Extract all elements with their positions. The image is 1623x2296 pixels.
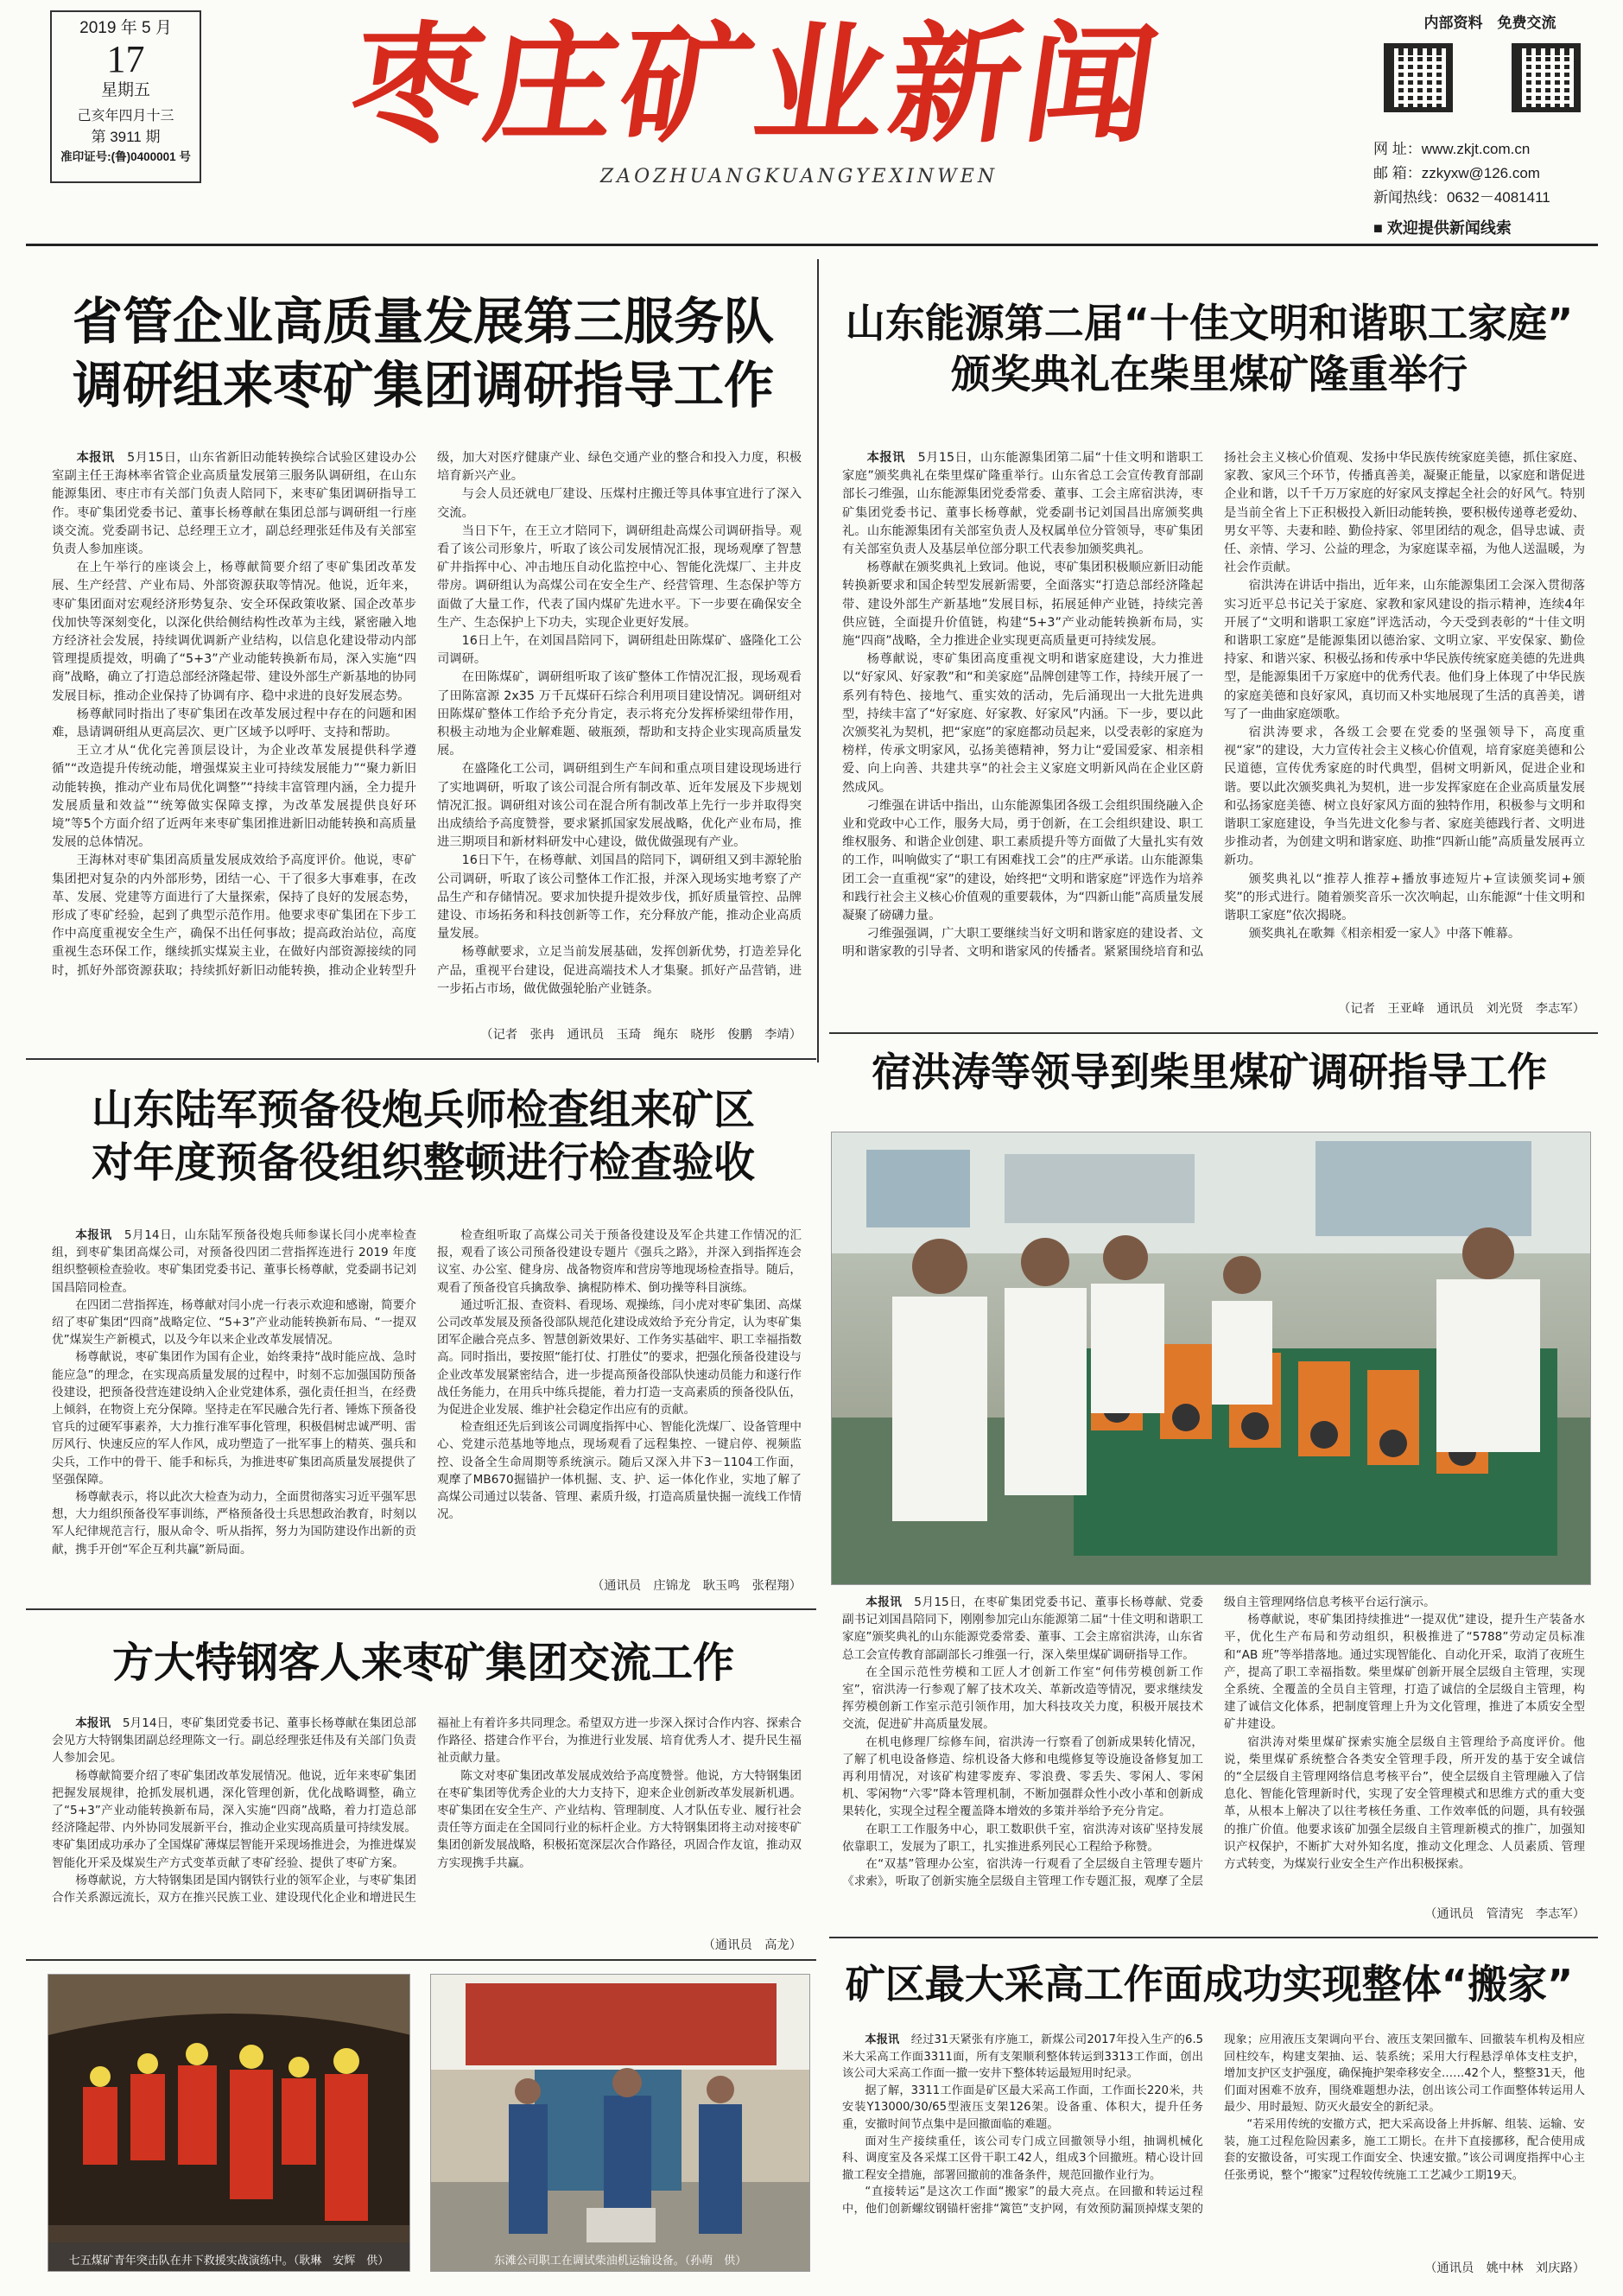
welcome-tips: ■ 欢迎提供新闻线索 — [1373, 219, 1512, 237]
website: 网 址：www.zkjt.com.cn — [1373, 141, 1531, 157]
date-year-month: 2019 年 5 月 — [79, 19, 172, 37]
article-2-body: 本报讯 5月15日，山东能源集团第二届“十佳文明和谐职工家庭”颁奖典礼在柴里煤矿隆重举行。山东省总工会宣传教育部副部长刁维强，山东能源集团党委常委、董事、工会主席宿洪涛，枣矿集团党委书记、董事长杨尊献，党委副书记刘国昌出席颁奖典礼。山东能源集团有关部室负责人及权属单位分管领导，枣矿集团有关部室负责人及基层单位部分职工代表参加颁奖典礼。 杨尊献在颁奖典礼上致词。他说，枣矿集团积极顺应新旧动能转换新要求和国企转型发展新需要，全面落实“打造总部经济隆起带、建设外部生产新基地”发展目标，拓展延伸产业链，持续完善供应链，全面提升价值链，构建“5+3”产业动能转换新布局，实施“四商”战略，全力推进企业实现更高质量更可持续发展。 杨尊献说，枣矿集团高度重视文明和谐家庭建设，大力推进以“好家风、好家教”和“和美家庭”品牌创建等工作，持续开展了一系列有特色、接地气、重实效的活动，先后涌现出一大批先进典型，持续丰富了“好家庭、好家教、好家风”内涵。下一步，要以此次颁奖礼为契机，把“家庭”的家庭都动员起来，以受表彰的家庭为榜样，传承文明家风，弘扬美德精神，努力让“爱国爱家、相亲相爱、向上向善、共建共享”的社会主义家庭文明新风尚在企业区蔚然成风。 刁维强在讲话中指出，山东能源集团各级工会组织围绕融入企业和党政中心工作，服务大局，勇于创新，在工会组织建设、职工维权服务、和谐企业创建、职工素质提升等方面做了大量扎实有效的工作，叫响做实了“职工有困难找工会”的庄严承诺。山东能源集团工会一直重视“家”的建设，始终把“文明和谐家庭”评选作为培养和践行社会主义核心价值观的重要载体，为“四新山能”高质量发展凝聚了磅礴力量。 刁维强强调，广大职工要继续当好文明和谐家庭的建设者、文明和谐家教的引导者、文明和谐家风的传播者。紧紧围绕培育和弘扬社会主义核心价值观、发扬中华民族传统家庭美德，抓住家庭、家教、家风三个环节，传播真善美，凝聚正能量，以家庭和谐促进企业和谐，以千千万万家庭的好家风支撑起全社会的好风气。特别是当前全省上下正积极投入新旧动能转换，要积极传递尊老爱幼、男女平等、夫妻和睦、勤俭持家、邻里团结的观念，倡导忠诚、责任、亲情、学习、公益的理念，为家庭谋幸福，为他人送温暖，为社会作贡献。 宿洪涛在讲话中指出，近年来，山东能源集团工会深入贯彻落实习近平总书记关于家庭、家教和家风建设的指示精神，连续4年开展了“文明和谐职工家庭”评选活动，今天受到表彰的“十佳文明和谐职工家庭”是能源集团以德治家、文明立家、平安保家、勤俭持家、和谐兴家、积极弘扬和传承中华民族传统家庭美德的先进典型，是能源集团千万家庭中的优秀代表。他们身上体现了中华民族的家庭美德和良好家风，真切而又朴实地展现了生活的真善美，谱写了一曲曲家庭颂歌。 宿洪涛要求，各级工会要在党委的坚强领导下，高度重视“家”的建设，大力宣传社会主义核心价值观，培育家庭美德和公民道德，宣传优秀家庭的时代典型，倡树文明新风，促进企业和谐。要以此次颁奖典礼为契机，进一步发挥家庭在企业高质量发展和弘扬家庭美德、树立良好家风方面的独特作用，积极参与文明和谐职工家庭建设，争当先进文化参与者、家庭美德践行者、文明进步推动者，为创建文明和谐家庭、助推“四新山能”高质量发展再立新功。 颁奖典礼以“推荐人推荐+播放事迹短片+宣读颁奖词+颁奖”的形式进行。随着颁奖音乐一次次响起，山东能源“十佳文明和谐职工家庭”依次揭晓。 颁奖典礼在歌舞《相亲相爱一家人》中落下帷幕。 — [842, 451, 1585, 960]
lead-label: 本报讯 — [865, 2033, 900, 2046]
mine-rescue-photo — [48, 1974, 410, 2272]
article-6-body: 本报讯 经过31天紧张有序施工，新煤公司2017年投入生产的6.5米大采高工作面3311面，所有支架顺利整体转运到3313工作面，创出该公司大采高工作面一撤一安井下整体转运最短用时纪录。 据了解，3311工作面是矿区最大采高工作面，工作面长220米，共安装Y13000/30/65型液压支架126架。设备重、体积大，提升任务重，安撤时间节点集中是回撤面临的难题。 面对生产接续重任，该公司专门成立回撤领导小组，抽调机械化科、调度室及各采煤工区骨干职工42人，组成3个回撤班。精心设计回撤工程安全措施，部署回撤前的准备条件，规范回撤作业行为。 “直接转运”是这次工作面“搬家”的最大亮点。在回撤和转运过程中，他们创新螺纹钢锚杆密排“篱笆”支护网，有效预防漏顶掉煤支架的现象；应用液压支架调向平台、液压支架回撤车、回撤装车机构及相应回柱绞车，构建支架抽、运、装系统；采用大行程悬浮单体支柱支护，增加支护区支护强度，确保掩护架牵移安全……42个人，整整31天，他们面对困难不放弃，围绕难题想办法，创出该公司工作面整体转运用人最少、用时最短、防灭火最安全的新纪录。 “若采用传统的安撤方式，把大采高设备上井拆解、组装、运输、安装，施工过程危险因素多，施工工期长。在井下直接挪移，配合使用成套的安撤设备，可实现工作面安全、快速安撤。”该公司调度指挥中心主任张勇说，整个“搬家”过程较传统施工工艺减少工期19天。 — [842, 2033, 1585, 2216]
article-4-body: 本报讯 5月15日，在枣矿集团党委书记、董事长杨尊献、党委副书记刘国昌陪同下，刚刚参加完山东能源第二届“十佳文明和谐职工家庭”颁奖典礼的山东能源党委常委、董事、工会主席宿洪涛，山东省总工会宣传教育部副部长刁维强一行，深入柴里煤矿调研指导工作。 在全国示范性劳模和工匠人才创新工作室“何伟劳模创新工作室”，宿洪涛一行参观了解了技术攻关、革新改造等情况，要求继续发挥劳模创新工作室示范引领作用，加大科技攻关力度，积极开展技术交流，促进矿井高质量发展。 在机电修理厂综修车间，宿洪涛一行察看了创新成果转化情况，了解了机电设备修造、综机设备大修和电缆修复等设施设备修复加工再利用情况，对该矿构建零废弃、零浪费、零丢失、零闲人、零闲机、零闲物“六零”降本管理机制，不断加强群众性小改小革和创新成果转化，实现全过程全覆盖降本增效的多策并举给予充分肯定。 在职工工作服务中心，职工数职供千室，宿洪涛对该矿坚持发展依靠职工，发展为了职工，扎实推进系列民心工程给予称赞。 在“双基”管理办公室，宿洪涛一行观看了全层级自主管理专题片《求索》，听取了创新实施全层级自主管理工作专题汇报，观摩了全层级自主管理网络信息考核平台运行演示。 杨尊献说，枣矿集团持续推进“一提双优”建设，提升生产装备水平，优化生产布局和劳动组织，积极推进了“5788”劳动定员标准和“AB 班”等举措落地。通过实现智能化、自动化开采，取消了夜班生产，提高了职工幸福指数。柴里煤矿创新开展全层级自主管理，实现全系统、全覆盖的全员自主管理，打造了诚信的全层级自主管理，构建了诚信文化体系，把制度管理上升为文化管理，推进了本质安全型矿井建设。 宿洪涛对柴里煤矿探索实施全层级自主管理给予高度评价。他说，柴里煤矿系统整合各类安全管理手段，所开发的基于安全诚信的“全层级自主管理网络信息考核平台”，使全层级自主管理融入了信息化、智能化管理新时代，实现了安全管理模式和思维方式的重大变革，从根本上解决了以往考核任务重、工作效率低的问题，具有较强的推广价值。他要求该矿加强全层级自主管理新模式的推广，加强知识产权保护，不断扩大对外知名度，推动文化理念、人员素质、管理方式转变，为煤炭行业安全生产作出积极探索。 — [842, 1595, 1585, 1889]
headline-line: 省管企业高质量发展第三服务队 — [72, 292, 774, 351]
headline-line: 颁奖典礼在柴里煤矿隆重举行 — [951, 350, 1468, 397]
email: 邮 箱：zzkyxw@126.com — [1373, 165, 1540, 181]
divider — [26, 1058, 816, 1060]
article-3-body: 本报讯 5月14日，山东陆军预备役炮兵师参谋长闫小虎率检查组，到枣矿集团高煤公司，对预备役四团二营指挥连进行 2019 年度组织整顿检查验收。枣矿集团党委书记、董事长杨尊献，党委副书记刘国昌陪同检查。 在四团二营指挥连，杨尊献对闫小虎一行表示欢迎和感谢，简要介绍了枣矿集团“四商”战略定位、“5+3”产业动能转换新布局、“一提双优”煤炭生产新模式，以及今年以来企业改革发展情况。 杨尊献说，枣矿集团作为国有企业，始终秉持“战时能应战、急时能应急”的理念，在实现高质量发展的过程中，时刻不忘加强国防预备役建设，把预备役营连建设纳入企业党建体系，强化责任担当，在经费上倾斜，在物资上充分保障。坚持走在军民融合先行者、锤炼下预备役官兵的过硬军事素养，大力推行准军事化管理，积极倡树忠诚严明、雷厉风行、快速反应的军人作风，成功塑造了一批军事上的精英、强兵和尖兵，工作中的骨干、能手和标兵，为推进枣矿集团高质量发展提供了坚强保障。 杨尊献表示，将以此次大检查为动力，全面贯彻落实习近平强军思想，大力组织预备役军事训练，严格预备役士兵思想政治教育，时刻以军人纪律规范言行，服从命令、听从指挥，努力为国防建设作出新的贡献，携手开创“军企互利共赢”新局面。 检查组听取了高煤公司关于预备役建设及军企共建工作情况的汇报，观看了该公司预备役建设专题片《强兵之路》，并深入到指挥连会议室、办公室、健身房、战备物资库和营房等地现场检查指导。随后，观看了预备役官兵擒敌拳、擒棍防棒术、倒功操等科目演练。 通过听汇报、查资料、看现场、观操练，闫小虎对枣矿集团、高煤公司改革发展及预备役部队规范化建设成效给予充分肯定，认为枣矿集团军企融合亮点多、智慧创新效果好、工作务实基础牢、职工幸福指数高。同时指出，要按照“能打仗、打胜仗”的要求，把强化预备役建设与企业改革发展紧密结合，进一步提高预备役部队快速动员能力和遂行作战任务能力，在用兵中练兵提能，着力打造一支高素质的预备役队伍，为促进企业发展、维护社会稳定作出应有的贡献。 检查组还先后到该公司调度指挥中心、智能化洗煤厂、设备管理中心、党建示范基地等地点，现场观看了远程集控、一键启停、视频监控、设备全生命周期等系统演示。随后又深入井下3－1104工作面，观摩了MB670掘锚护一体机掘、支、护、运一体化作业，实地了解了高煤公司通过以装备、管理、素质升级，打造高质量快掘一流线工作情况。 — [52, 1228, 802, 1557]
print-permit: 准印证号:(鲁)0400001 号 — [60, 150, 191, 164]
equipment-test-photo — [430, 1974, 810, 2272]
lead-label: 本报讯 — [76, 451, 115, 465]
article-2-byline: （记者 王亚峰 通讯员 刘光贤 李志军） — [1209, 1000, 1585, 1021]
issue-number: 第 3911 期 — [91, 128, 161, 145]
headline-line: 山东陆军预备役炮兵师检查组来矿区 — [91, 1086, 755, 1134]
article-3-headline — [52, 1084, 795, 1214]
article-5-body: 本报讯 5月14日，枣矿集团党委书记、董事长杨尊献在集团总部会见方大特钢集团副总经理陈文一行。副总经理张廷伟及有关部门负责人参加会见。 杨尊献简要介绍了枣矿集团改革发展情况。他说，近年来枣矿集团把握发展规律，抢抓发展机遇，深化管理创新，优化战略调整，确立了“5+3”产业动能转换新布局，深入实施“四商”战略，着力打造总部经济隆起带、内外协同发展新平台，推动企业实现高质量可持续发展。枣矿集团成功承办了全国煤矿薄煤层智能开采现场推进会，为推进煤炭智能化开采及煤炭生产方式变革贡献了枣矿经验、提供了枣矿方案。 杨尊献说，方大特钢集团是国内钢铁行业的领军企业，与枣矿集团合作关系源远流长，双方在推兴民族工业、建设现代化企业和增进民生福祉上有着许多共同理念。希望双方进一步深入探讨合作内容、探索合作路径、搭建合作平台，为推进行业发展、培育优秀人才、提升民生福祉贡献力量。 陈文对枣矿集团改革发展成效给予高度赞誉。他说，方大特钢集团在枣矿集团等优秀企业的大力支持下，迎来企业创新改革发展新机遇。枣矿集团在安全生产、产业结构、管理制度、人才队伍专业、履行社会责任等方面走在全国同行业的标杆企业。方大特钢集团将主动对接枣矿集团创新发展战略，积极拓宽深层次合作路径，巩固合作友谊，推动双方实现携手共赢。 — [52, 1716, 802, 1906]
headline-line: 调研组来枣矿集团调研指导工作 — [72, 356, 774, 415]
divider — [829, 1937, 1598, 1938]
masthead-info — [1373, 10, 1607, 244]
date-lunar: 己亥年四月十三 — [77, 109, 174, 124]
lead-label: 本报讯 — [75, 1228, 112, 1242]
lead-label: 本报讯 — [75, 1716, 111, 1730]
newspaper-title: 枣庄矿业新闻 — [341, 9, 1172, 161]
divider — [26, 244, 1598, 246]
hotline: 新闻热线：0632－4081411 — [1373, 189, 1550, 206]
internal-note: 内部资料 免费交流 — [1423, 15, 1556, 31]
lead-label: 本报讯 — [865, 1595, 903, 1609]
newspaper-pinyin: ZAOZHUANGKUANGYEXINWEN — [599, 166, 999, 187]
divider — [817, 259, 819, 1062]
photo-caption-left: 七五煤矿青年突击队在井下救援实战演练中。（耿琳 安辉 供） — [68, 2255, 390, 2267]
article-5-headline: 方大特钢客人来枣矿集团交流工作 — [111, 1639, 734, 1687]
outdoor-equipment-scene — [431, 1975, 810, 2272]
workshop-scene-photo — [832, 1132, 1591, 1585]
date-day: 17 — [106, 37, 145, 80]
divider — [26, 1608, 816, 1610]
article-6-byline: （通讯员 姚中林 刘庆路） — [1252, 2260, 1585, 2280]
article-1-headline — [52, 289, 795, 436]
divider — [829, 1032, 1598, 1034]
divider — [26, 1959, 816, 1961]
article-2-headline — [838, 298, 1581, 428]
inspection-photo — [831, 1132, 1591, 1585]
mine-tunnel-scene — [48, 1975, 410, 2272]
qr-code-icon — [1384, 43, 1453, 112]
article-6-headline: 矿区最大采高工作面成功实现整体“搬家” — [845, 1961, 1574, 2007]
headline-line: 对年度预备役组织整顿进行检查验收 — [91, 1138, 755, 1188]
headline-line: 山东能源第二届“十佳文明和谐职工家庭” — [845, 300, 1574, 346]
date-weekday: 星期五 — [100, 81, 150, 100]
article-4-headline: 宿洪涛等领导到柴里煤矿调研指导工作 — [872, 1049, 1547, 1095]
article-3-byline: （通讯员 庄锦龙 耿玉鸣 张程翔） — [432, 1577, 802, 1598]
article-4-byline: （通讯员 管清宪 李志军） — [1209, 1906, 1585, 1926]
lead-label: 本报讯 — [866, 451, 905, 465]
date-box — [50, 10, 201, 183]
photo-caption-right: 东滩公司职工在调试柴油机运输设备。（孙萌 供） — [493, 2255, 747, 2267]
article-1-body: 本报讯 5月15日，山东省新旧动能转换综合试验区建设办公室副主任王海林率省管企业高质量发展第三服务队调研组，在山东能源集团、枣庄市有关部门负责人陪同下，来枣矿集团调研指导工作。枣矿集团党委书记、董事长杨尊献在集团总部与调研组一行座谈交流。党委副书记、总经理王立才，副总经理张廷伟及有关部室负责人参加座谈。 在上午举行的座谈会上，杨尊献简要介绍了枣矿集团改革发展、生产经营、产业布局、外部资源获取等情况。他说，近年来，枣矿集团面对宏观经济形势复杂、安全环保政策收紧、国企改革步伐加快等深刻变化，以深化供给侧结构性改革为主线，紧密融入地方经济社会发展，持续调优调新产业结构，以信息化建设带动内部管理提质提效，明确了“5+3”产业动能转换新布局，深入实施“四商”战略，确立了打造总部经济隆起带、建设外部生产新基地的协同发展目标，推动企业保持了协调有序、稳中求进的良好发展态势。 杨尊献同时指出了枣矿集团在改革发展过程中存在的问题和困难，恳请调研组从更高层次、更广区域予以呼吁、支持和帮助。 王立才从“优化完善顶层设计，为企业改革发展提供科学遵循”“改造提升传统动能，增强煤炭主业可持续发展能力”“聚力新旧动能转换，推动产业布局优化调整”“持续丰富管理内涵，全力提升发展质量和效益”“统筹做实保障支撑，为改革发展提供良好环境”等5个方面介绍了近两年来枣矿集团推进新旧动能转换和高质量发展的总体情况。 王海林对枣矿集团高质量发展成效给予高度评价。他说，枣矿集团把对复杂的内外部形势，团结一心、干了很多大事难事，在改革、发展、党建等方面进行了大量探索，保持了良好的发展态势，形成了枣矿经验，起到了典型示范作用。他要求枣矿集团在下步工作中高度重视安全生产，确保不出任何事故；提高政治站位，高度重视生态环保工作，继续抓实煤炭主业，在做好内部资源接续的同时，抓好外部资源获取；持续抓好新旧动能转换，推动企业转型升级，加大对医疗健康产业、绿色交通产业的整合和投入力度，积极培育新兴产业。 与会人员还就电厂建设、压煤村庄搬迁等具体事宜进行了深入交流。 当日下午，在王立才陪同下，调研组赴高煤公司调研指导。观看了该公司形象片，听取了该公司发展情况汇报，现场观摩了智慧矿井指挥中心、冲击地压自动化监控中心、智能化洗煤厂、主井皮带房。调研组认为高煤公司在安全生产、经营管理、生态保护等方面做了大量工作，代表了国内煤矿先进水平。下一步要在确保安全生产、生态保护上下功夫，实现企业更好发展。 16日上午，在刘国昌陪同下，调研组赴田陈煤矿、盛隆化工公司调研。 在田陈煤矿，调研组听取了该矿整体工作情况汇报，现场观看了田陈富源 2x35 万千瓦煤矸石综合利用项目建设情况。调研组对田陈煤矿整体工作给予充分肯定，表示将充分发挥桥梁纽带作用，积极主动地为企业解难题、破瓶颈，帮助和支持企业实现高质量发展。 在盛隆化工公司，调研组到生产车间和重点项目建设现场进行了实地调研，听取了该公司混合所有制改革、近年发展及下步规划情况汇报。调研组对该公司在混合所有制改革上先行一步并取得突出成绩给予高度赞誉，要求紧抓国家发展战略，优化产业布局，推进三期项目和新材料研发中心建设，做优做强现有产业。 16日下午，在杨尊献、刘国昌的陪同下，调研组又到丰源轮胎公司调研，听取了该公司整体工作汇报，并深入现场实地考察了产品生产和存储情况。要求加快提升提效步伐，抓好质量管控、品牌建设、市场拓务和科技创新等工作，充分释放产能，推动企业高质量发展。 杨尊献要求，立足当前发展基础，发挥创新优势，打造差异化产品，重视平台建设，促进高端技术人才集聚。抓好产品营销，进一步拓占市场，做优做强轮胎产业链条。 — [52, 451, 802, 996]
article-1-byline: （记者 张冉 通讯员 玉琦 绳东 晓彤 俊鹏 李靖） — [432, 1026, 802, 1047]
qr-code-icon — [1512, 43, 1581, 112]
article-5-byline: （通讯员 高龙） — [518, 1937, 802, 1957]
